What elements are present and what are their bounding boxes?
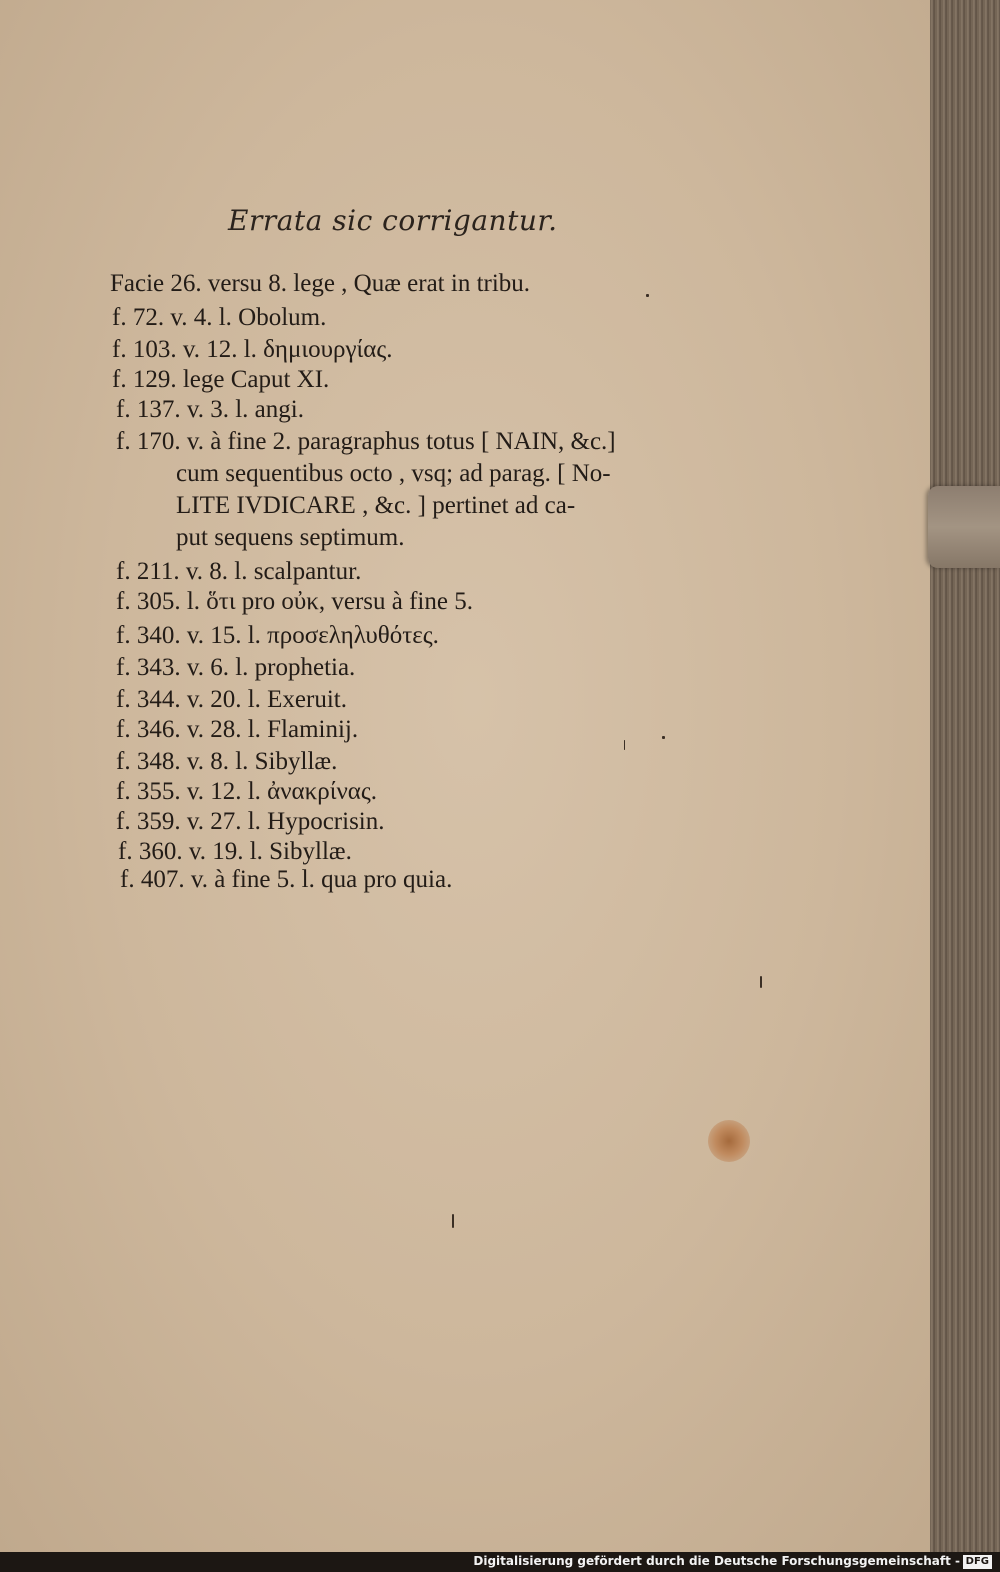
foxing-stain	[708, 1120, 750, 1162]
errata-line: f. 129. lege Caput XI.	[112, 366, 330, 393]
book-page-edges	[930, 0, 1000, 1552]
errata-line: f. 170. v. à fine 2. paragraphus totus [ NAIN, &c.]	[116, 428, 616, 455]
errata-line: f. 305. l. ὅτι pro οὐκ, versu à fine 5.	[116, 588, 473, 615]
errata-line: f. 103. v. 12. l. δημιουργίας.	[112, 336, 393, 363]
footer-credit: Digitalisierung gefördert durch die Deutsche Forschungsgemeinschaft -	[473, 1554, 960, 1568]
digitization-footer	[0, 1552, 1000, 1572]
errata-line: f. 340. v. 15. l. προσεληλυθότες.	[116, 622, 439, 649]
errata-line: f. 348. v. 8. l. Sibyllæ.	[116, 748, 338, 775]
errata-line: cum sequentibus octo , vsq; ad parag. [ No-	[176, 460, 611, 487]
errata-line: f. 137. v. 3. l. angi.	[116, 396, 304, 423]
errata-line: f. 344. v. 20. l. Exeruit.	[116, 686, 347, 713]
errata-line: f. 407. v. à fine 5. l. qua pro quia.	[120, 866, 453, 893]
ink-speck	[624, 740, 625, 750]
errata-line: put sequens septimum.	[176, 524, 405, 551]
errata-line: f. 346. v. 28. l. Flaminij.	[116, 716, 359, 743]
ink-speck	[646, 294, 649, 297]
errata-line: f. 72. v. 4. l. Obolum.	[112, 304, 327, 331]
ink-speck	[452, 1214, 454, 1228]
errata-line: f. 359. v. 27. l. Hypocrisin.	[116, 808, 385, 835]
ink-speck	[760, 976, 762, 988]
bookmark-ribbon	[928, 486, 1000, 568]
page-title: Errata sic corrigantur.	[228, 204, 558, 237]
errata-line: f. 211. v. 8. l. scalpantur.	[116, 558, 362, 585]
errata-line: f. 343. v. 6. l. prophetia.	[116, 654, 356, 681]
errata-line: Facie 26. versu 8. lege , Quæ erat in tribu.	[110, 270, 531, 297]
errata-line: f. 360. v. 19. l. Sibyllæ.	[118, 838, 352, 865]
ink-speck	[662, 736, 665, 739]
errata-line: f. 355. v. 12. l. ἀνακρίνας.	[116, 778, 377, 805]
errata-line: LITE IVDICARE , &c. ] pertinet ad ca-	[176, 492, 576, 519]
dfg-logo-icon: DFG	[963, 1555, 992, 1569]
